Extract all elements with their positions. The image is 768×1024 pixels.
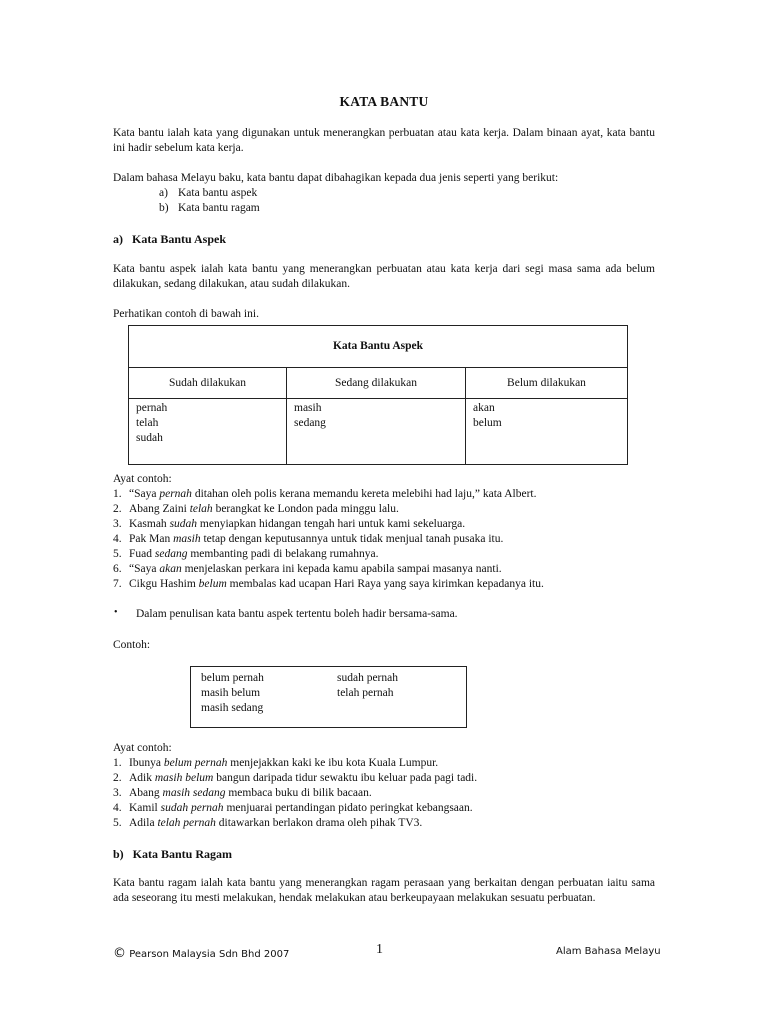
table-caption: Kata Bantu Aspek bbox=[129, 326, 628, 368]
combination-box bbox=[190, 666, 467, 728]
section-b-heading: b) Kata Bantu Ragam bbox=[113, 847, 233, 861]
table-lead-text: Perhatikan contoh di bawah ini. bbox=[113, 308, 259, 320]
combo-left-column: belum pernah masih belum masih sedang bbox=[201, 672, 264, 714]
page-number: 1 bbox=[376, 942, 383, 957]
list-item: 7. Cikgu Hashim belum membalas kad ucapan Hari Raya yang saya kirimkan kepadanya itu. bbox=[113, 578, 544, 590]
bullet-icon: • bbox=[114, 607, 118, 618]
examples2-label: Ayat contoh: bbox=[113, 742, 172, 754]
examples2-list bbox=[113, 756, 673, 831]
list-item: 3. Kasmah sudah menyiapkan hidangan tengah hari untuk kami sekeluarga. bbox=[113, 518, 466, 530]
page-title: KATA BANTU bbox=[339, 94, 429, 109]
list-item: 4. Kamil sudah pernah menjuarai pertandingan pidato peringkat kebangsaan. bbox=[113, 802, 473, 814]
table-cell-belum: akan belum bbox=[466, 399, 628, 465]
section-a-heading: a) Kata Bantu Aspek bbox=[113, 232, 227, 246]
list-item: 1. “Saya pernah ditahan oleh polis kerana memandu kereta melebihi had laju,” kata Albert. bbox=[113, 488, 537, 500]
table-header-belum: Belum dilakukan bbox=[466, 368, 628, 399]
section-a-definition: Kata bantu aspek ialah kata bantu yang menerangkan perbuatan atau kata kerja dari segi masa sama ada belum dilakukan, sedang dilakukan, atau sudah dilakukan. bbox=[113, 263, 655, 290]
list-item: 5. Fuad sedang membanting padi di belakang rumahnya. bbox=[113, 548, 379, 560]
table-header-sedang: Sedang dilakukan bbox=[287, 368, 466, 399]
list-item: b) Kata bantu ragam bbox=[159, 202, 260, 214]
table-cell-sudah: pernah telah sudah bbox=[129, 399, 287, 465]
list-item: 2. Adik masih belum bangun daripada tidur sewaktu ibu keluar pada pagi tadi. bbox=[113, 772, 478, 784]
aspek-table bbox=[128, 325, 628, 465]
list-item: 6. “Saya akan menjelaskan perkara ini kepada kamu apabila sampai masanya nanti. bbox=[113, 563, 502, 575]
list-item: 5. Adila telah pernah ditawarkan berlakon drama oleh pihak TV3. bbox=[113, 817, 423, 829]
footer-book-title: Alam Bahasa Melayu bbox=[556, 946, 661, 957]
table-header-sudah: Sudah dilakukan bbox=[129, 368, 287, 399]
combo-right-column: sudah pernah telah pernah bbox=[337, 672, 398, 699]
intro-types-paragraph: Dalam bahasa Melayu baku, kata bantu dapat dibahagikan kepada dua jenis seperti yang berikut: bbox=[113, 172, 559, 184]
examples-list bbox=[113, 487, 673, 592]
list-item: 1. Ibunya belum pernah menjejakkan kaki ke ibu kota Kuala Lumpur. bbox=[113, 757, 439, 769]
list-item: 3. Abang masih sedang membaca buku di bilik bacaan. bbox=[113, 787, 372, 799]
contoh-label: Contoh: bbox=[113, 639, 151, 651]
section-b-definition: Kata bantu ragam ialah kata bantu yang menerangkan ragam perasaan yang berkaitan dengan perbuatan iaitu sama ada seseorang itu mesti melakukan, hendak melakukan atau berkeupayaan melakukan sesuatu perbuatan. bbox=[113, 877, 655, 904]
table-cell-sedang: masih sedang bbox=[287, 399, 466, 465]
list-item: 2. Abang Zaini telah berangkat ke London pada minggu lalu. bbox=[113, 503, 399, 515]
types-list bbox=[159, 186, 260, 216]
copyright-icon: © bbox=[113, 946, 126, 961]
examples-label: Ayat contoh: bbox=[113, 473, 172, 485]
footer-copyright: © Pearson Malaysia Sdn Bhd 2007 bbox=[113, 946, 290, 961]
list-item: a) Kata bantu aspek bbox=[159, 187, 258, 199]
intro-paragraph: Kata bantu ialah kata yang digunakan untuk menerangkan perbuatan atau kata kerja. Dalam binaan ayat, kata bantu ini hadir sebelum kata kerja. bbox=[113, 127, 655, 154]
list-item: 4. Pak Man masih tetap dengan keputusannya untuk tidak menjual tanah pusaka itu. bbox=[113, 533, 504, 545]
bullet-text: Dalam penulisan kata bantu aspek tertentu boleh hadir bersama-sama. bbox=[136, 608, 458, 620]
